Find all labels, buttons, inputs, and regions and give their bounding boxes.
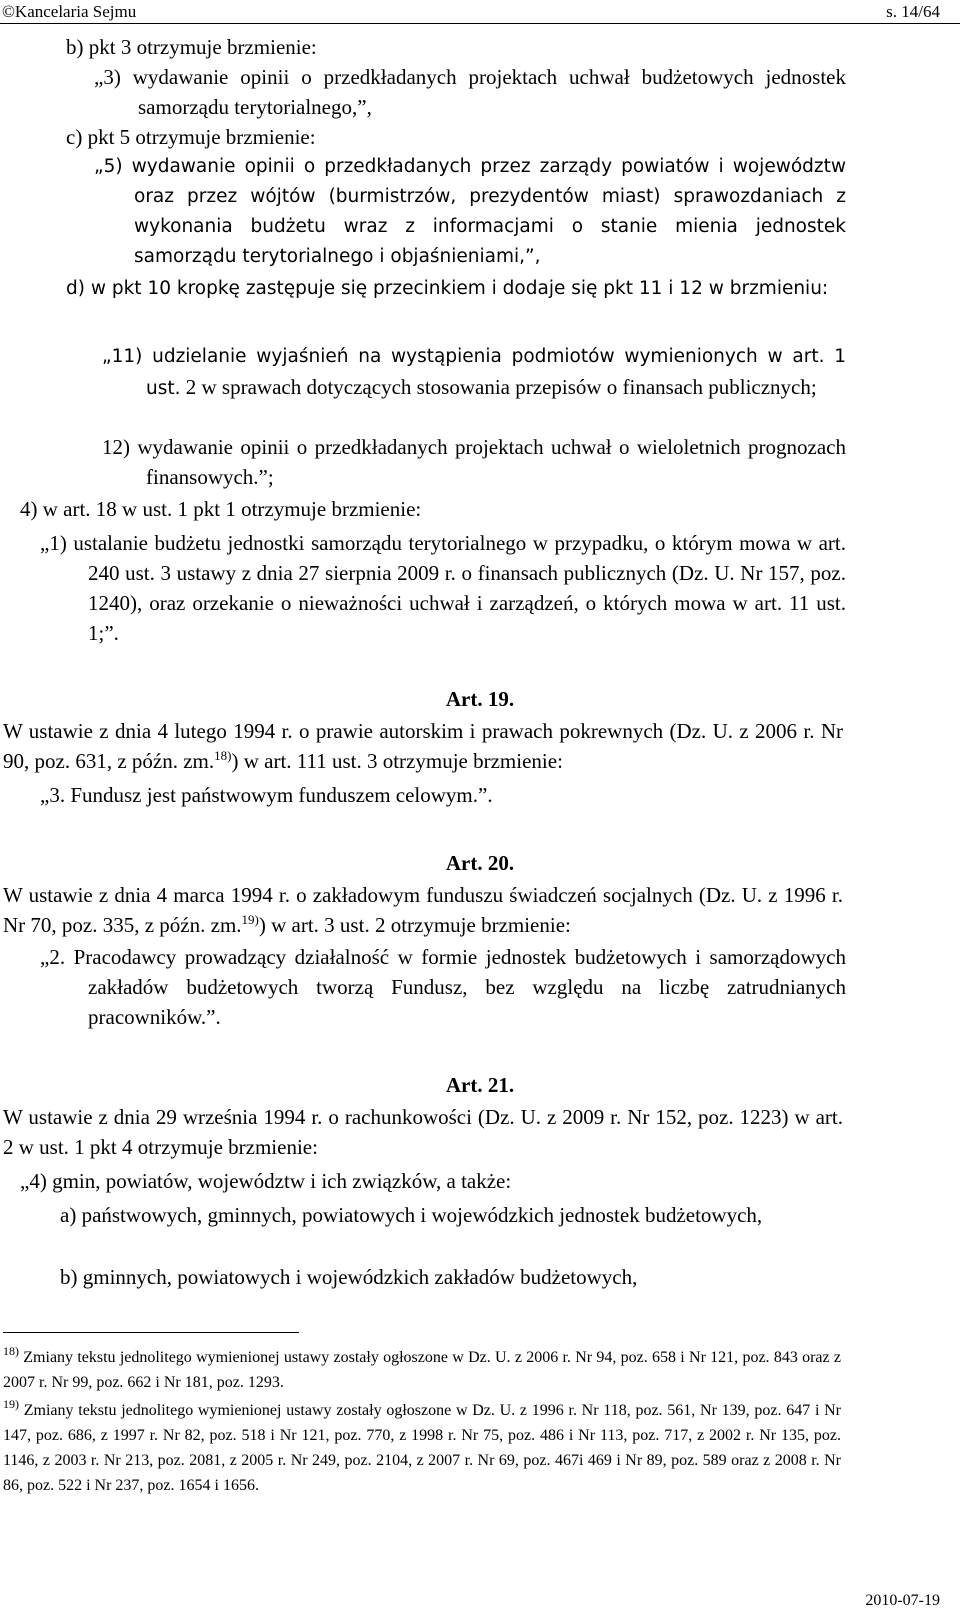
footnote-19-text: Zmiany tekstu jednolitego wymienionej ustawy zostały ogłoszone w Dz. U. z 1996 r. Nr 118, poz. 561, Nr 139, poz. 647 i Nr 147, poz. 686, z 1997 r. Nr 82, poz. 518 i Nr 121, poz. 770, z 1998 r. Nr 75, poz. 486 i Nr 113, poz. 717, z 2002 r. Nr 135, poz. 1146, z 2003 r. Nr 213, poz. 2081, z 2005 r. Nr 249, poz. 2104, z 2007 r. Nr 69, poz. 467i 469 i Nr 89, poz. 589 oraz z 2008 r. Nr 86, poz. 522 i Nr 237, poz. 1654 i 1656. <box>3 1402 842 1494</box>
art-19-title: Art. 19. <box>445 687 515 711</box>
item-b-heading: b) pkt 3 otrzymuje brzmienie: <box>66 35 317 59</box>
item-d-point-11-rest: 2 w sprawach dotyczących stosowania przepisów o finansach publicznych; <box>180 375 817 399</box>
item-b-point-3-text: „3) wydawanie opinii o przedkładanych projektach uchwał budżetowych jednostek samorządu terytorialnego,”, <box>94 65 846 119</box>
art-21-point-4 <box>20 1166 846 1196</box>
art-19-intro-text <box>3 716 843 776</box>
footnote-19 <box>3 1398 841 1498</box>
page-header <box>0 0 960 26</box>
art-21-item-b <box>60 1262 846 1292</box>
item-d-heading: d) w pkt 10 kropkę zastępuje się przecinkiem i dodaje się pkt 11 i 12 w brzmieniu: <box>66 278 829 299</box>
footnote-ref-18: 18) <box>214 748 232 763</box>
footnote-18 <box>3 1345 841 1395</box>
art-20-intro <box>3 880 843 940</box>
point-4-item-1 <box>40 528 846 648</box>
art-20-quote-text: „2. Pracodawcy prowadzący działalność w formie jednostek budżetowych i samorządowych zakładów budżetowych tworzą Fundusz, bez względu na liczbę zatrudnianych pracowników.”. <box>40 945 846 1029</box>
art-20-intro-a: W ustawie z dnia 4 marca 1994 r. o zakładowym funduszu świadczeń socjalnych (Dz. U. z 1996 r. Nr 70, poz. 335, z późn. zm. <box>3 883 843 937</box>
point-4-item-1-text: „1) ustalanie budżetu jednostki samorządu terytorialnego w przypadku, o którym mowa w art. 240 ust. 3 ustawy z dnia 27 sierpnia 2009 r. o finansach publicznych (Dz. U. Nr 157, poz. 1240), oraz orzekanie o nieważności uchwał i zarządzeń, o których mowa w art. 11 ust. 1;”. <box>40 531 846 645</box>
item-c <box>66 122 846 152</box>
item-d-point-11 <box>102 340 846 404</box>
art-19-intro-a: W ustawie z dnia 4 lutego 1994 r. o prawie autorskim i prawach pokrewnych (Dz. U. z 2006 r. Nr 90, poz. 631, z późn. zm. <box>3 719 843 773</box>
item-c-point-5 <box>94 152 846 272</box>
footnote-19-mark: 19) <box>3 1397 19 1411</box>
point-4 <box>20 494 846 524</box>
item-d <box>66 274 846 304</box>
art-21-item-a <box>60 1200 846 1230</box>
footer-date: 2010-07-19 <box>865 1592 940 1609</box>
item-b-point-3 <box>94 62 846 122</box>
art-21-item-a-text: a) państwowych, gminnych, powiatowych i wojewódzkich jednostek budżetowych, <box>60 1203 763 1227</box>
footnote-18-text: Zmiany tekstu jednolitego wymienionej ustawy zostały ogłoszone w Dz. U. z 2006 r. Nr 94, poz. 658 i Nr 121, poz. 843 oraz z 2007 r. Nr 99, poz. 662 i Nr 181, poz. 1293. <box>3 1349 842 1391</box>
art-21-intro-text: W ustawie z dnia 29 września 1994 r. o rachunkowości (Dz. U. z 2009 r. Nr 152, poz. 1223) w art. 2 w ust. 1 pkt 4 otrzymuje brzmienie: <box>3 1105 843 1159</box>
art-19-quote-text: „3. Fundusz jest państwowym funduszem celowym.”. <box>40 783 493 807</box>
item-c-heading: c) pkt 5 otrzymuje brzmienie: <box>66 125 316 149</box>
item-c-point-5-text: „5) wydawanie opinii o przedkładanych przez zarządy powiatów i województw oraz przez wójtów (burmistrzów, prezydentów miast) sprawozdaniach z wykonania budżetu wraz z informacjami o stanie mienia jednostek samorządu terytorialnego i objaśnieniami,”, <box>94 156 846 267</box>
item-d-point-11-sans: „11) udzielanie wyjaśnień na wystąpienia podmiotów wymienionych w art. 1 ust. <box>102 346 846 399</box>
art-19-intro <box>3 716 843 776</box>
item-d-point-12-text: 12) wydawanie opinii o przedkładanych projektach uchwał o wieloletnich prognozach finansowych.”; <box>102 435 846 489</box>
footnote-18-mark: 18) <box>3 1344 19 1358</box>
footnote-rule <box>3 1332 299 1333</box>
art-21-intro <box>3 1102 843 1162</box>
footnote-ref-19: 19) <box>241 912 259 927</box>
art-20-intro-b: ) w art. 3 ust. 2 otrzymuje brzmienie: <box>258 913 571 937</box>
header-copyright: ©Kancelaria Sejmu <box>2 2 137 21</box>
art-21-item-b-text: b) gminnych, powiatowych i wojewódzkich zakładów budżetowych, <box>60 1265 638 1289</box>
header-page-number: s. 14/64 <box>886 2 940 21</box>
art-21-title: Art. 21. <box>445 1073 515 1097</box>
art-19-intro-b: ) w art. 111 ust. 3 otrzymuje brzmienie: <box>231 749 563 773</box>
point-4-heading: 4) w art. 18 w ust. 1 pkt 1 otrzymuje brzmienie: <box>20 497 422 521</box>
item-d-point-12 <box>102 432 846 492</box>
header-rule <box>0 23 960 24</box>
item-b <box>66 32 846 62</box>
item-d-point-11-text <box>102 340 846 404</box>
art-21-point-4-text: „4) gmin, powiatów, województw i ich związków, a także: <box>20 1169 512 1193</box>
art-20-title: Art. 20. <box>445 851 515 875</box>
art-20-quote <box>40 942 846 1032</box>
art-19-quote <box>40 780 846 810</box>
art-20-intro-text <box>3 880 843 940</box>
